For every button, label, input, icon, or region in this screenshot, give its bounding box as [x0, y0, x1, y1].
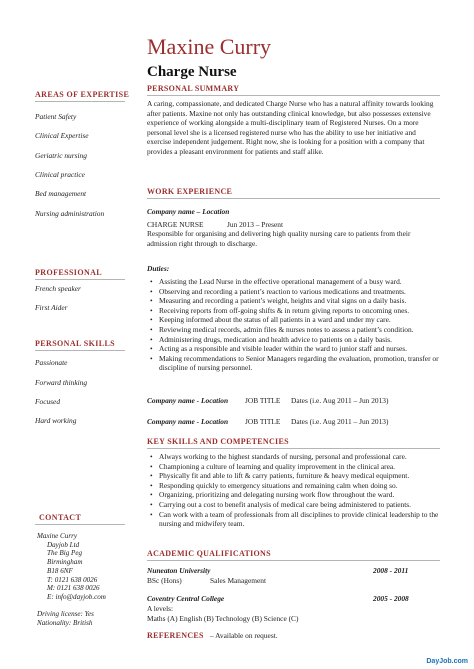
professional-item: French speaker	[35, 284, 81, 293]
references-heading: REFERENCES	[147, 631, 204, 640]
skill-item: • Responding quickly to emergency situations and remaining calm when doing so.	[150, 481, 440, 491]
duty-item: • Keeping informed about the status of all patients in a ward and under my care.	[150, 315, 440, 325]
divider	[147, 560, 440, 561]
divider	[147, 95, 440, 96]
divider	[147, 198, 440, 199]
duty-item: • Assisting the Lead Nurse in the effective operational management of a busy ward.	[150, 277, 440, 287]
duty-item: • Measuring and recording a patient’s weight, heights and vital signs on a daily basis.	[150, 296, 440, 306]
duty-item: • Acting as a responsible and visible leader within the ward to junior staff and nurses.	[150, 344, 440, 354]
summary-text: A caring, compassionate, and dedicated Charge Nurse who has a natural affinity towards looking after patients. Maxine not only has outstanding clinical knowledge, but also possesses extensive experience of working alongside a multi-disciplinary team of Registered Nurses. On a more personal level she is a licensed registered nurse who has the ability to use her initiative and exercise independent judgement. Right now, she is looking for a position with a company that provides a pleasant environment for patients and staff alike.	[147, 99, 434, 156]
divider	[147, 448, 440, 449]
contact-details	[37, 532, 106, 602]
driving-license: Driving license: Yes	[37, 610, 94, 618]
expertise-item: Bed management	[35, 189, 87, 198]
qualification-subject: Sales Management	[210, 576, 267, 585]
duty-item: • Observing and recording a patient’s reaction to various medications and treatments.	[150, 287, 440, 297]
contact-email[interactable]: E: info@dayjob.com	[47, 592, 106, 601]
duty-item: • Making recommendations to Senior Managers regarding the evaluation, promotion, transfer or discipline of nursing personnel.	[150, 354, 440, 373]
job-title-heading: Charge Nurse	[147, 64, 237, 80]
professional-heading: PROFESSIONAL	[35, 268, 103, 277]
personal-skills-heading: PERSONAL SKILLS	[35, 339, 116, 348]
personal-skill-item: Passionate	[35, 358, 68, 367]
job-title: CHARGE NURSE	[147, 220, 204, 229]
expertise-item: Patient Safety	[35, 112, 77, 121]
expertise-heading: AREAS OF EXPERTISE	[35, 90, 130, 99]
qualification: A levels:	[147, 604, 174, 613]
skill-item: • Carrying out a cost to benefit analysis of medical care being administered to patients.	[150, 500, 440, 510]
expertise-item: Clinical Expertise	[35, 131, 89, 140]
divider	[35, 524, 125, 525]
qualification: BSc (Hons)	[147, 576, 182, 585]
skill-item: • Physically fit and able to lift & carry patients, furniture & heavy medical equipment.	[150, 471, 440, 481]
other-job-title: JOB TITLE	[245, 417, 281, 426]
job-responsibility: Responsible for organising and delivering high quality nursing care to patients from their admission right through to discharge.	[147, 229, 411, 248]
education-heading: ACADEMIC QUALIFICATIONS	[147, 549, 271, 558]
contact-name: Maxine Curry	[37, 532, 77, 540]
contact-postcode: B18 6NF	[47, 566, 73, 575]
references-text: – Available on request.	[210, 631, 278, 640]
school-years: 2005 - 2008	[373, 594, 409, 603]
contact-phone: T: 0121 638 0026	[47, 575, 98, 584]
school-years: 2008 - 2011	[373, 566, 409, 575]
skill-item: • Organizing, prioritizing and delegating nursing work flow throughout the ward.	[150, 490, 440, 500]
duty-item: • Administering drugs, medication and health advice to patients on a daily basis.	[150, 335, 440, 345]
divider	[35, 279, 125, 280]
other-job-company: Company name - Location	[147, 396, 229, 405]
school-name: Nuneaton University	[147, 566, 211, 575]
expertise-item: Clinical practice	[35, 170, 85, 179]
skill-item: • Championing a culture of learning and quality improvement in the clinical area.	[150, 462, 440, 472]
skills-list	[150, 452, 440, 529]
other-job-company: Company name - Location	[147, 417, 229, 426]
divider	[35, 350, 125, 351]
other-job-dates: Dates (i.e. Aug 2011 – Jun 2013)	[291, 417, 389, 426]
skills-heading: KEY SKILLS AND COMPETENCIES	[147, 437, 289, 446]
expertise-item: Geriatric nursing	[35, 151, 87, 160]
nationality: Nationality: British	[37, 619, 93, 627]
professional-item: First Aider	[35, 303, 68, 312]
candidate-name: Maxine Curry	[147, 34, 272, 59]
skill-item: • Always working to the highest standards of nursing, personal and professional care.	[150, 452, 440, 462]
other-job-title: JOB TITLE	[245, 396, 281, 405]
contact-mobile: M: 0121 638 0026	[47, 584, 100, 593]
contact-city: Birmingham	[47, 558, 83, 567]
personal-skill-item: Forward thinking	[35, 378, 88, 387]
other-job-dates: Dates (i.e. Aug 2011 – Jun 2013)	[291, 396, 389, 405]
duty-item: • Receiving reports from off-going shifts & in return giving reports to oncoming ones.	[150, 306, 440, 316]
expertise-item: Nursing administration	[35, 209, 105, 218]
skill-item: • Can work with a team of professionals from all disciplines to provide clinical leadership to the nursing and midwifery team.	[150, 510, 440, 529]
job-dates: Jun 2013 – Present	[227, 220, 284, 229]
contact-heading: CONTACT	[39, 513, 82, 522]
contact-address: The Big Peg	[47, 549, 83, 558]
summary-heading: PERSONAL SUMMARY	[147, 84, 240, 93]
personal-skill-item: Hard working	[35, 416, 77, 425]
dayjob-logo[interactable]: DayJob.com	[426, 658, 468, 665]
personal-skill-item: Focused	[35, 397, 61, 406]
school-name: Coventry Central College	[147, 594, 225, 603]
experience-heading: WORK EXPERIENCE	[147, 187, 233, 196]
qualification-subjects: Maths (A) English (B) Technology (B) Science (C)	[147, 614, 299, 623]
duties-label: Duties:	[147, 264, 170, 273]
company-location: Company name – Location	[147, 207, 230, 216]
duties-list	[150, 277, 440, 373]
divider	[35, 101, 125, 102]
contact-company: Dayjob Ltd	[47, 540, 80, 549]
duty-item: • Reviewing medical records, admin files & nurses notes to assess a patient’s condition.	[150, 325, 440, 335]
